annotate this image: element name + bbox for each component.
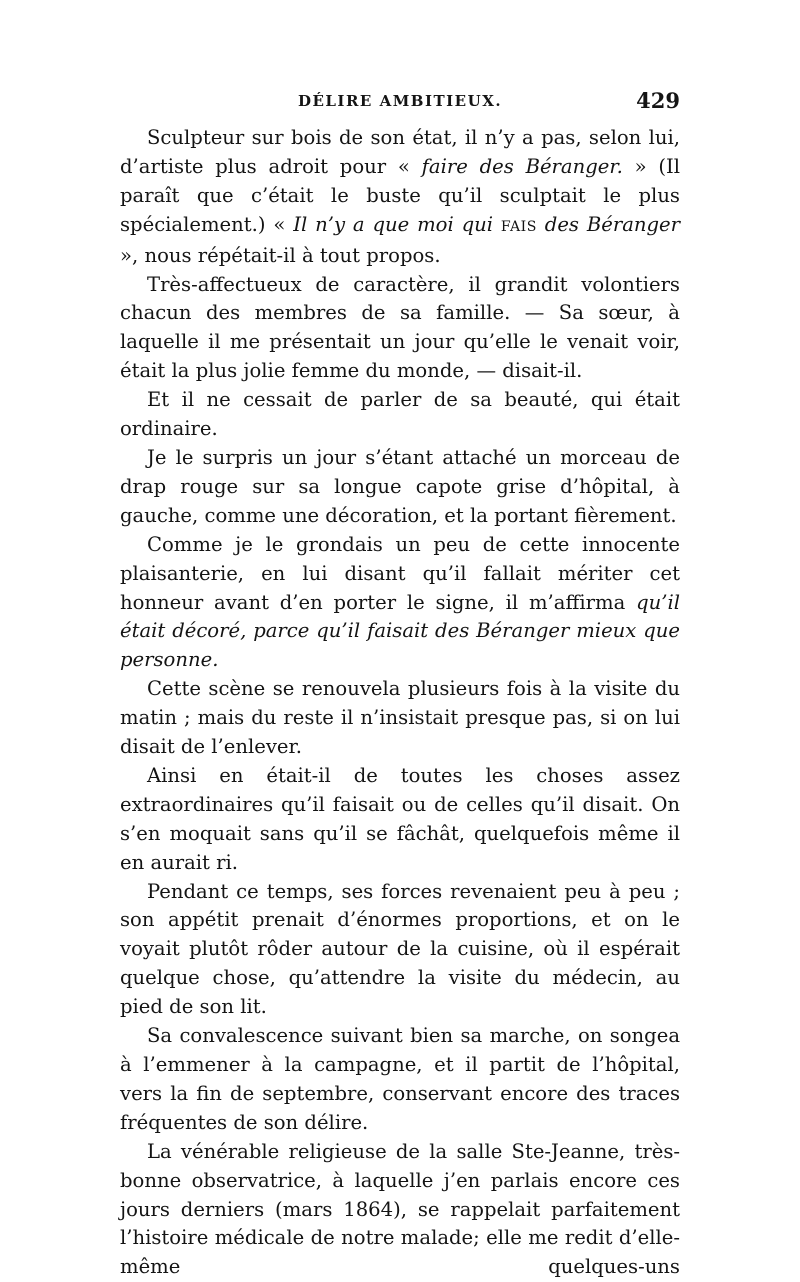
paragraph-6: Cette scène se renouvela plusieurs fois à la visite du matin ; mais du reste il n’insistait presque pas, si on lui disait de l’enlever. [120, 677, 680, 759]
paragraph-5-text-1: Comme je le grondais un peu de cette innocente plaisanterie, en lui disant qu’il fallait mériter cet honneur avant d’en porter le signe, il m’affirma [120, 532, 680, 614]
paragraph-10: La vénérable religieuse de la salle Ste-Jeanne, très-bonne observatrice, à laquelle j’en parlais encore ces jours derniers (mars 1864), se rappelait parfaitement l’histoire médicale de notre malade; elle me redit d’elle-même quelques-uns [120, 1139, 680, 1279]
paragraph-1-text-1: Sculpteur sur bois de son état, il n’y a pas, selon lui, d’artiste plus adroit pour « [120, 126, 680, 178]
paragraph-7: Ainsi en était-il de toutes les choses assez extraordinaires qu’il faisait ou de celles qu’il disait. On s’en moquait sans qu’il se fâchât, quelquefois même il en aurait ri. [120, 763, 680, 874]
paragraph-1-text-3 [493, 213, 501, 236]
paragraph-3: Et il ne cessait de parler de sa beauté, qui était ordinaire. [120, 388, 680, 441]
running-head: DÉLIRE AMBITIEUX. [297, 92, 503, 110]
paragraph-5 [120, 531, 680, 676]
text-body [120, 124, 680, 1282]
paragraph-1-text-2: » (Il paraît que c’était le buste qu’il sculptait le plus spécialement.) « [120, 154, 680, 236]
paragraph-1-italic-1: faire des Béranger. [421, 154, 623, 178]
paragraph-1 [120, 124, 680, 271]
page-header [120, 88, 680, 118]
paragraph-1-italic-3: des Béranger [544, 212, 681, 236]
page-number: 429 [636, 88, 680, 113]
paragraph-1-italic-2: Il n’y a que moi qui [293, 212, 494, 236]
paragraph-9: Sa convalescence suivant bien sa marche, on songea à l’emmener à la campagne, et il partit de l’hôpital, vers la fin de septembre, conservant encore des traces fréquentes de son délire. [120, 1024, 680, 1134]
paragraph-1-text-5: », nous répétait-il à tout propos. [120, 243, 441, 267]
paragraph-5-italic-1: qu’il était décoré, parce qu’il faisait des Béranger mieux que personne. [120, 590, 680, 672]
paragraph-2: Très-affectueux de caractère, il grandit volontiers chacun des membres de sa famille. — Sa sœur, à laquelle il me présentait un jour qu’elle le venait voir, était la plus jolie femme du monde, — disait-il. [120, 272, 680, 383]
paragraph-1-small-caps: FAIS [500, 218, 537, 235]
paragraph-1-text-4 [537, 213, 545, 236]
paragraph-4: Je le surpris un jour s’étant attaché un morceau de drap rouge sur sa longue capote grise d’hôpital, à gauche, comme une décoration, et la portant fièrement. [120, 445, 680, 527]
paragraph-8: Pendant ce temps, ses forces revenaient peu à peu ; son appétit prenait d’énormes proportions, et on le voyait plutôt rôder autour de la cuisine, où il espérait quelque chose, qu’attendre la visite du médecin, au pied de son lit. [120, 879, 680, 1019]
